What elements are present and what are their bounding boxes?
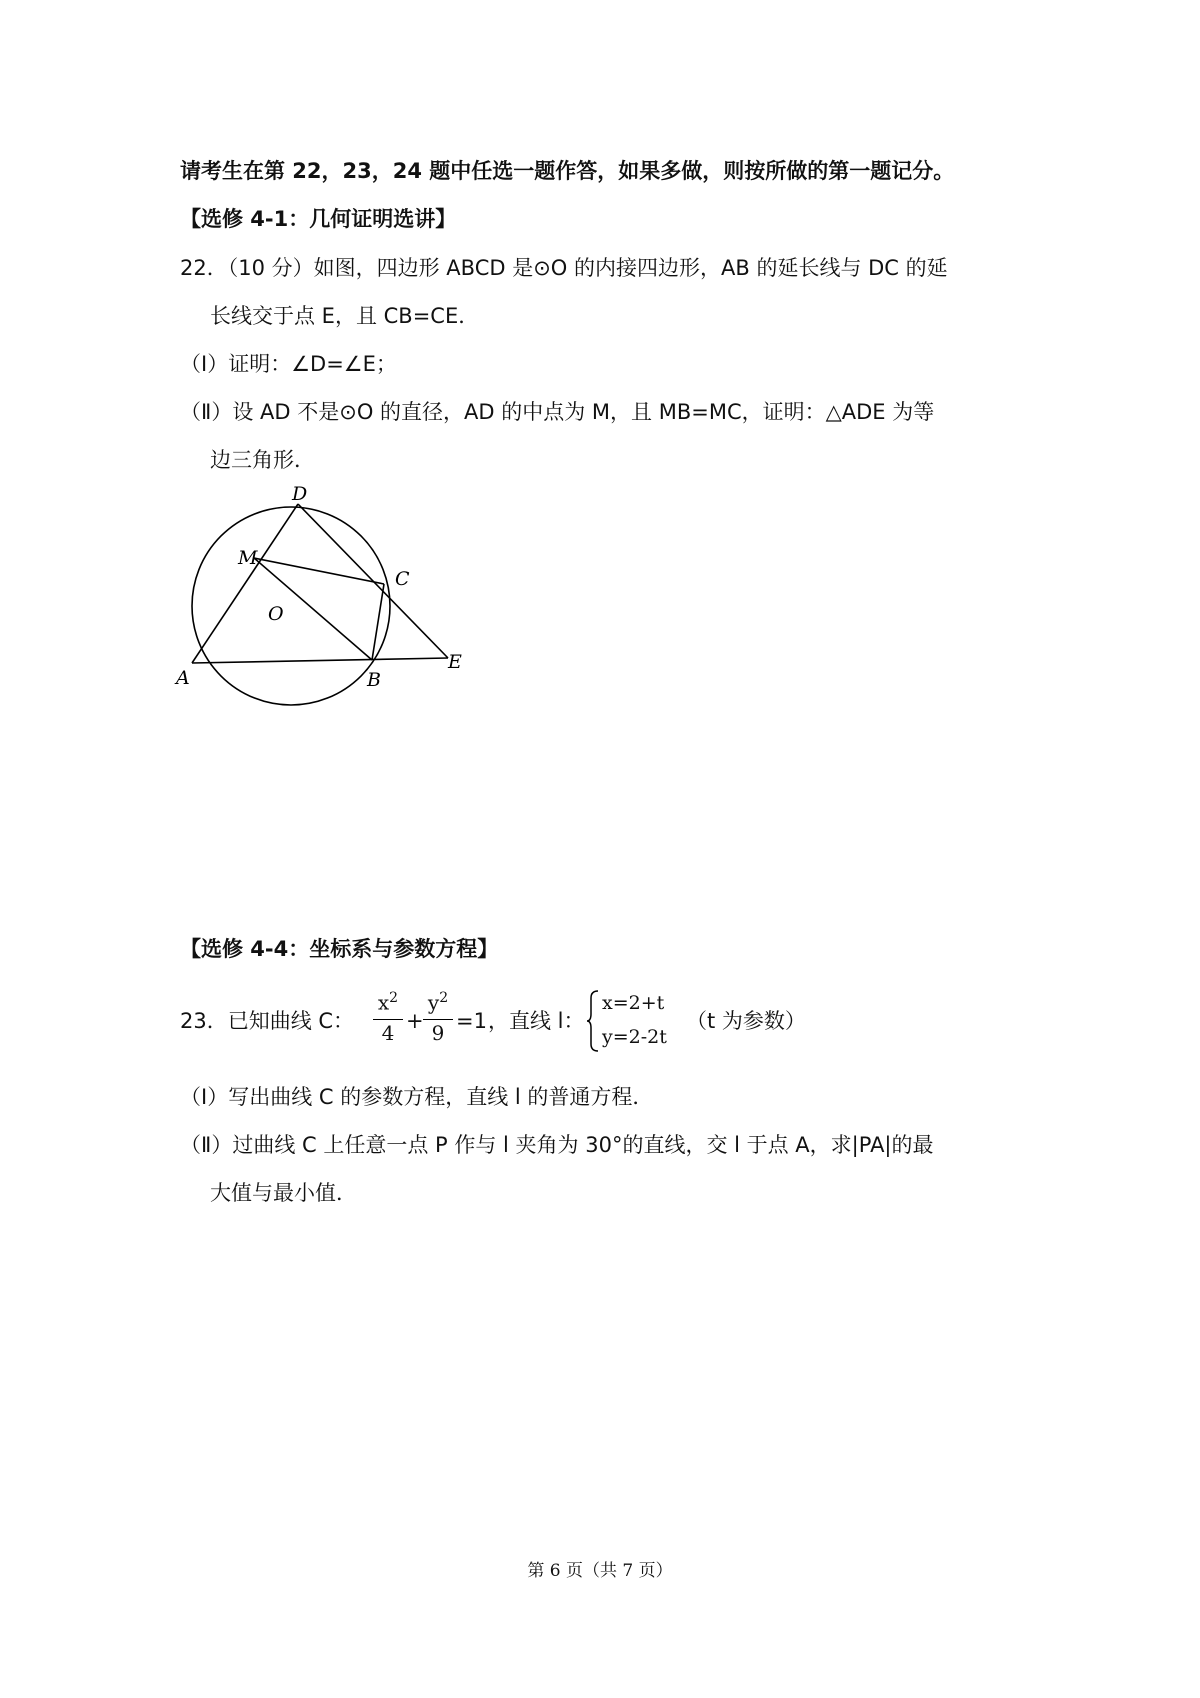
line-eq-x: x=2+t [602, 992, 665, 1014]
q22-line1: 22．（10 分）如图，四边形 ABCD 是⊙O 的内接四边形，AB 的延长线与 DC 的延 [180, 256, 948, 280]
segment-mc [254, 558, 384, 584]
geometry-figure [176, 483, 480, 728]
fraction-x-over-4 [370, 988, 406, 1048]
equals-one: =1 [456, 1009, 487, 1033]
x-term: x [377, 990, 390, 1015]
y-term: y [427, 990, 440, 1015]
label-m: M [238, 547, 258, 569]
x-denominator: 4 [381, 1021, 395, 1045]
label-b: B [367, 669, 381, 691]
segment-ad [192, 504, 298, 663]
q22-line2: 长线交于点 E，且 CB=CE． [210, 304, 480, 328]
q22-part2-line1: （Ⅱ）设 AD 不是⊙O 的直径，AD 的中点为 M，且 MB=MC，证明：△ADE 为等 [180, 400, 935, 424]
label-a: A [176, 667, 190, 689]
q23-prefix: 23．已知曲线 C： [180, 1009, 355, 1033]
label-o: O [268, 603, 284, 625]
y-exponent: 2 [439, 990, 449, 1006]
section-title-4-4: 【选修 4-4：坐标系与参数方程】 [180, 937, 499, 961]
x-exponent: 2 [389, 990, 399, 1006]
q23-suffix: （t 为参数） [686, 1009, 806, 1033]
instruction-text: 请考生在第 22，23，24 题中任选一题作答，如果多做，则按所做的第一题记分。 [180, 159, 955, 183]
q22-part1: （Ⅰ）证明：∠D=∠E； [180, 352, 397, 376]
label-c: C [395, 568, 410, 590]
fraction-bar-x [373, 1019, 403, 1020]
fraction-y-over-9 [420, 988, 456, 1048]
label-d: D [292, 483, 308, 505]
line-eq-y: y=2-2t [602, 1026, 667, 1048]
fraction-bar-y [423, 1019, 453, 1020]
q23-part2-line2: 大值与最小值． [210, 1181, 357, 1205]
page-footer: 第 6 页（共 7 页） [527, 1561, 673, 1581]
y-denominator: 9 [431, 1021, 445, 1045]
q23-part1: （Ⅰ）写出曲线 C 的参数方程，直线 l 的普通方程． [180, 1085, 654, 1109]
segment-cb [372, 584, 384, 660]
q23-middle: ，直线 l： [488, 1009, 585, 1033]
plus-sign: + [406, 1009, 424, 1033]
label-e: E [448, 651, 462, 673]
segment-ae [192, 658, 448, 663]
circle-o [192, 507, 390, 705]
q22-part2-line2: 边三角形． [210, 448, 315, 472]
left-brace [586, 990, 600, 1052]
q23-part2-line1: （Ⅱ）过曲线 C 上任意一点 P 作与 l 夹角为 30°的直线，交 l 于点 A，求|PA|的最 [180, 1133, 934, 1157]
section-title-4-1: 【选修 4-1：几何证明选讲】 [180, 207, 457, 231]
